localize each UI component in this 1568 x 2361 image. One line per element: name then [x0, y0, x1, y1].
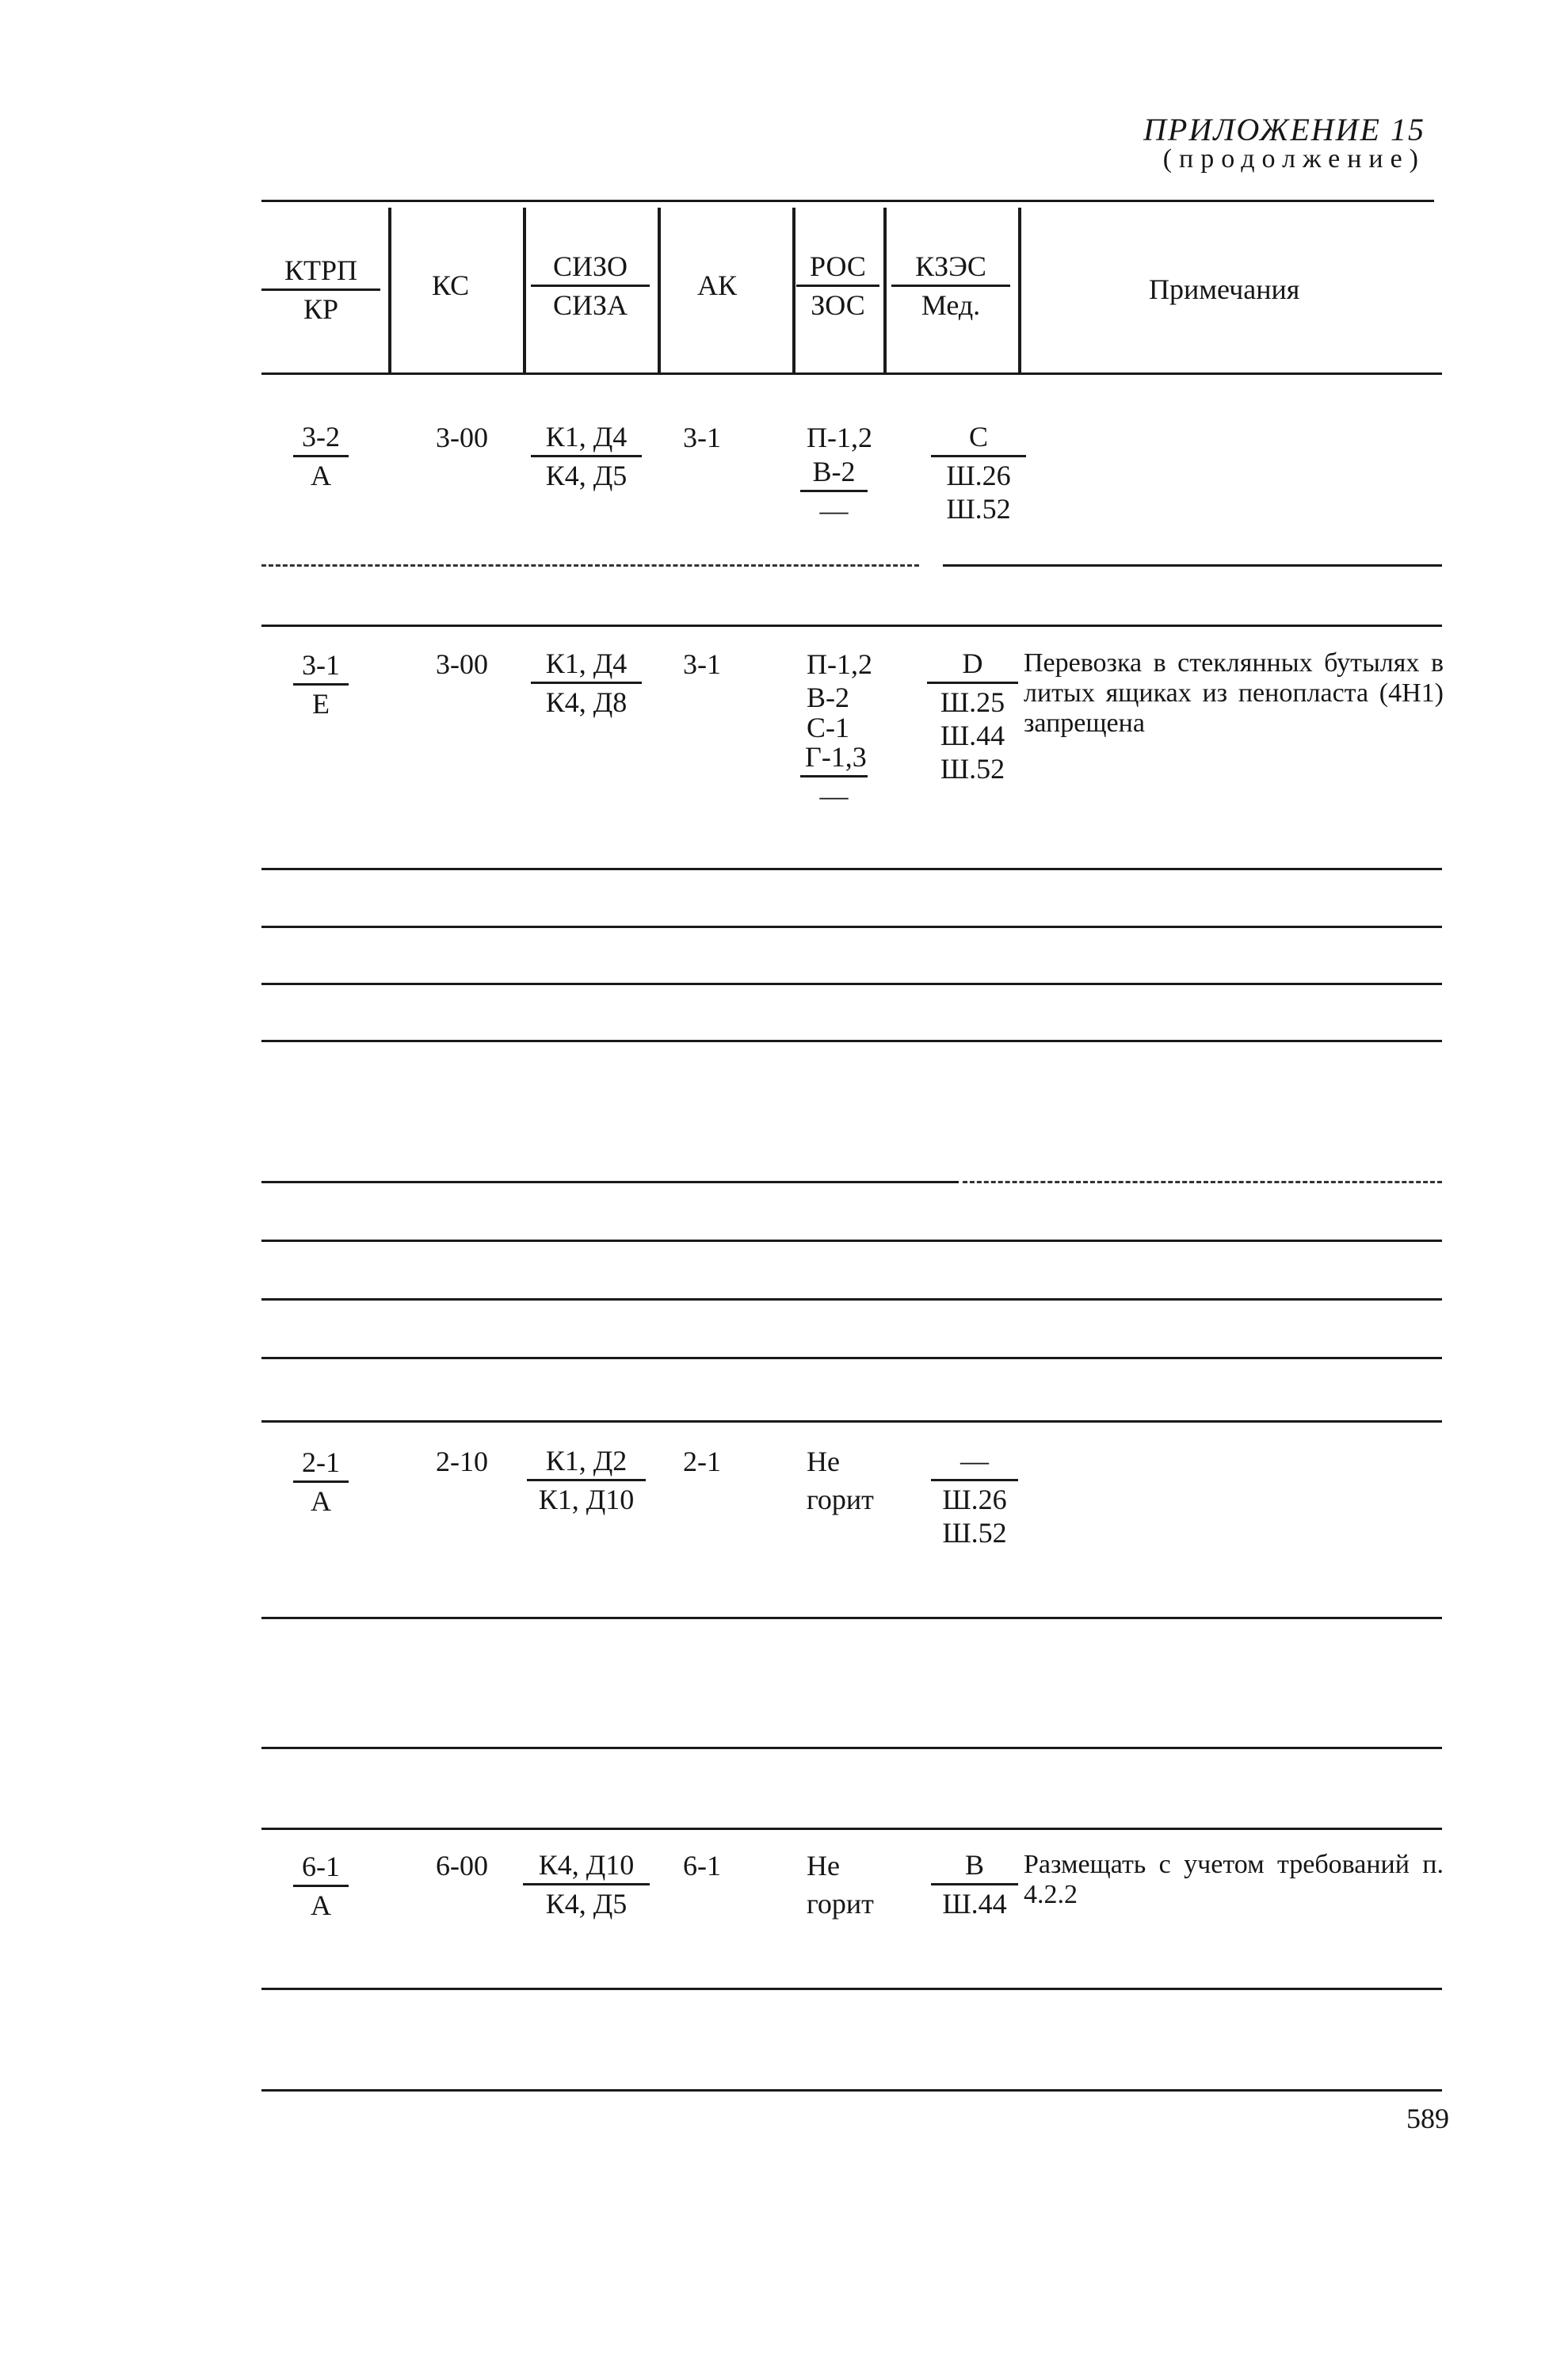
- row-rule: [261, 1988, 1442, 1990]
- header-ak: АК: [697, 269, 738, 301]
- kzes-med: D Ш.25 Ш.44 Ш.52: [927, 647, 1018, 785]
- col-divider: [1018, 208, 1021, 372]
- row-rule: [261, 1298, 1442, 1301]
- header-kzes: КЗЭС Мед.: [891, 250, 1010, 322]
- col-divider: [792, 208, 795, 372]
- ks-value: 3-00: [436, 422, 488, 453]
- ak-value: 2-1: [683, 1446, 721, 1477]
- row-rule: [261, 1240, 1442, 1242]
- table-bottom-rule: [261, 2089, 1442, 2092]
- header-ktrp: КТРП КР: [261, 254, 380, 326]
- appendix-title: ПРИЛОЖЕНИЕ 15: [1143, 112, 1425, 147]
- sizo-siza: К1, Д4 К4, Д8: [531, 647, 642, 719]
- ktrp-kr: 6-1 А: [293, 1850, 349, 1922]
- col-divider: [523, 208, 526, 372]
- row-rule: [261, 1420, 1442, 1423]
- row-rule: [261, 1747, 1442, 1749]
- col-divider: [883, 208, 887, 372]
- row-rule: [261, 926, 1442, 928]
- row-rule: [261, 625, 1442, 627]
- ak-value: 6-1: [683, 1850, 721, 1882]
- table-top-rule: [261, 200, 1434, 202]
- row-rule: [261, 1828, 1442, 1830]
- row-rule: [963, 1181, 1442, 1183]
- row-rule: [261, 1181, 959, 1183]
- ak-value: 3-1: [683, 648, 721, 680]
- ros-value: П-1,2: [807, 648, 872, 680]
- ros-value: С-1: [807, 712, 849, 743]
- row-rule: [261, 564, 919, 567]
- ros-value: В-2: [807, 682, 849, 713]
- ros-zos: В-2 —: [800, 455, 868, 527]
- header-ros: РОС ЗОС: [796, 250, 879, 322]
- ktrp-kr: 2-1 А: [293, 1446, 349, 1518]
- kzes-med: — Ш.26 Ш.52: [931, 1444, 1018, 1549]
- row-note: Перевозка в стеклянных бутылях в литых ящиках из пенопласта (4Н1) запрещена: [1024, 648, 1444, 738]
- kzes-med: В Ш.44: [931, 1848, 1018, 1920]
- header-notes: Примечания: [1149, 273, 1300, 305]
- ros-value: горит: [807, 1484, 874, 1515]
- ktrp-kr: 3-1 Е: [293, 648, 349, 720]
- header-sizo: СИЗО СИЗА: [531, 250, 650, 322]
- sizo-siza: К1, Д4 К4, Д5: [531, 420, 642, 492]
- ks-value: 2-10: [436, 1446, 488, 1477]
- ros-value: горит: [807, 1888, 874, 1920]
- header-bottom-rule: [261, 372, 1442, 375]
- row-rule: [261, 1357, 1442, 1359]
- sizo-siza: К4, Д10 К4, Д5: [523, 1848, 650, 1920]
- row-rule: [261, 983, 1442, 985]
- ks-value: 3-00: [436, 648, 488, 680]
- ks-value: 6-00: [436, 1850, 488, 1882]
- appendix-subtitle: (продолжение): [1162, 144, 1425, 174]
- ros-value: Не: [807, 1446, 840, 1477]
- sizo-siza: К1, Д2 К1, Д10: [527, 1444, 646, 1516]
- row-rule: [261, 1040, 1442, 1042]
- kzes-med: С Ш.26 Ш.52: [931, 420, 1026, 525]
- ros-zos: Г-1,3 —: [800, 740, 868, 812]
- row-rule: [261, 868, 1442, 870]
- ros-value: Не: [807, 1850, 840, 1882]
- row-rule: [261, 1617, 1442, 1619]
- col-divider: [658, 208, 661, 372]
- ak-value: 3-1: [683, 422, 721, 453]
- row-note: Размещать с учетом требований п. 4.2.2: [1024, 1850, 1444, 1909]
- row-rule: [943, 564, 1442, 567]
- ros-value: П-1,2: [807, 422, 872, 453]
- page-number: 589: [1406, 2103, 1449, 2134]
- col-divider: [388, 208, 391, 372]
- header-ks: КС: [432, 269, 470, 301]
- ktrp-kr: 3-2 А: [293, 420, 349, 492]
